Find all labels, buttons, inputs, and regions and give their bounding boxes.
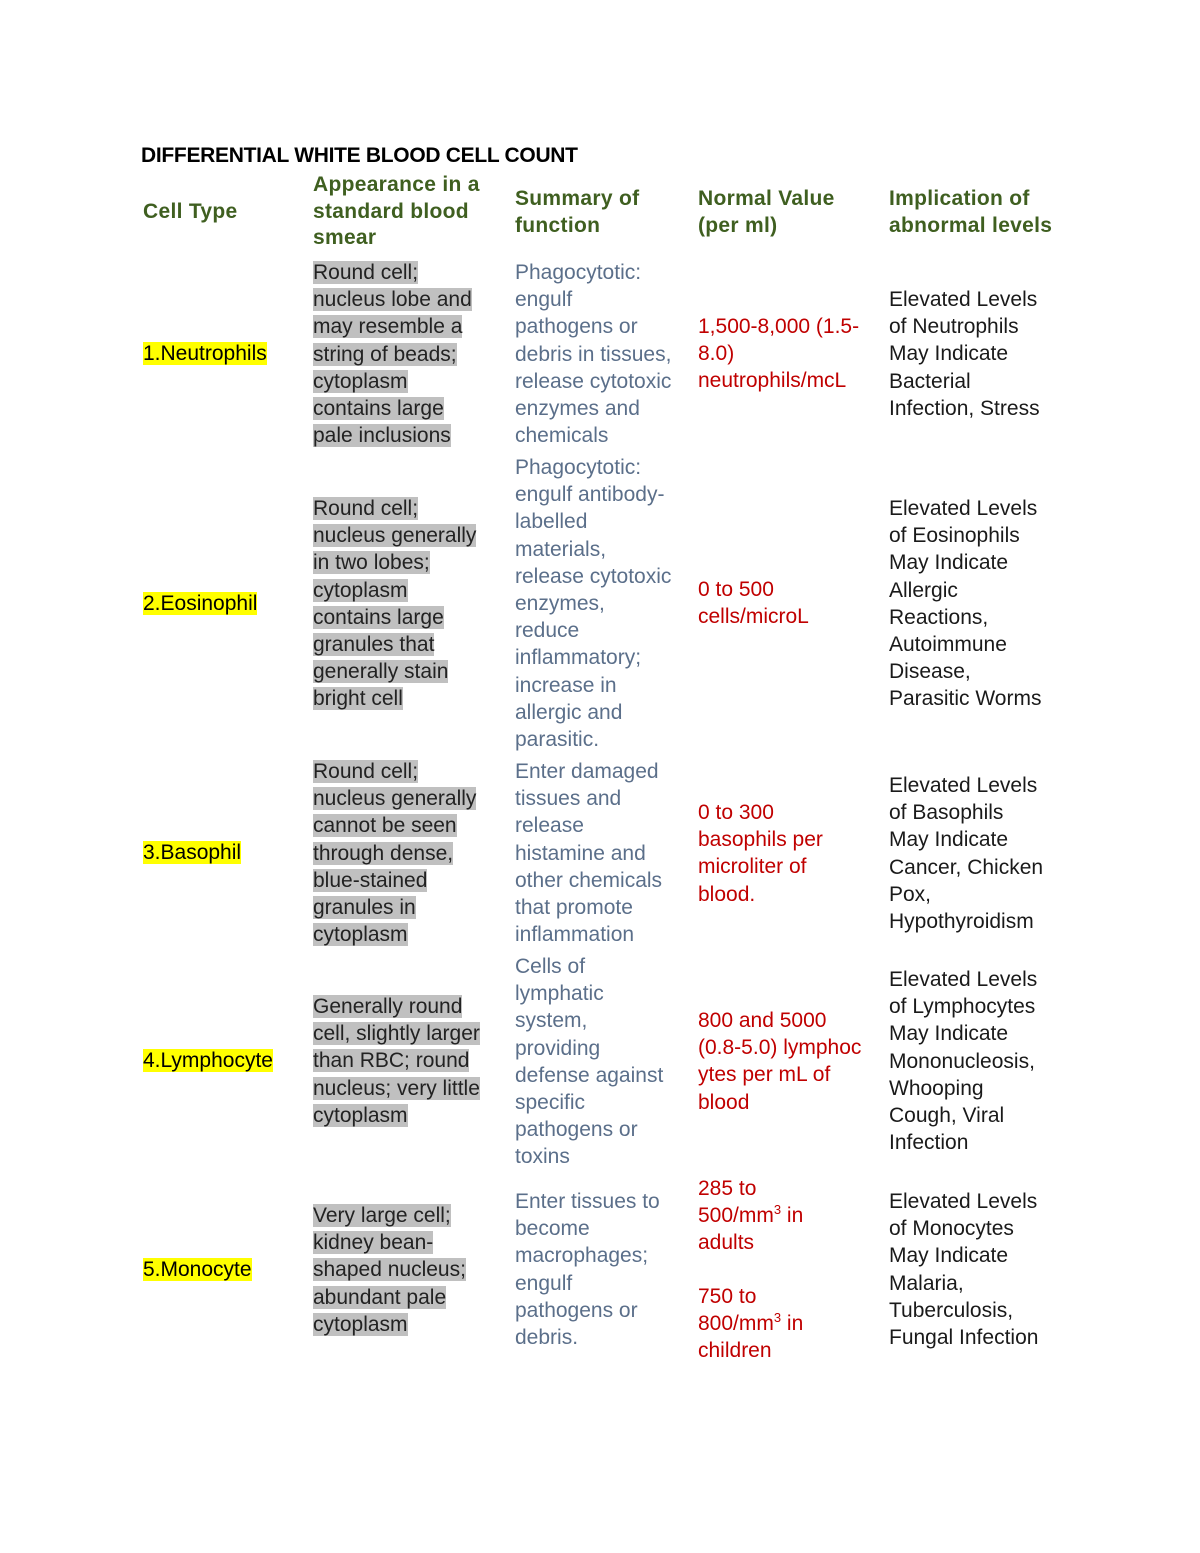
row-4-cell-type: [143, 1047, 273, 1074]
row-1-cell-type: [143, 340, 267, 367]
row-3-cell-type: [143, 839, 241, 866]
row-4-appearance: [313, 993, 513, 1129]
header-function: Summary of function: [515, 187, 640, 237]
row-1-implication: Elevated Levels of Neutrophils May Indicate Bacterial Infection, Stress: [889, 288, 1040, 420]
row-2-appearance: [313, 495, 513, 713]
row-3-appearance: [313, 758, 513, 948]
normal-children-text-a: 750 to 800/mm: [698, 1285, 774, 1336]
page-title: DIFFERENTIAL WHITE BLOOD CELL COUNT: [141, 144, 578, 167]
row-2-cell-type: [143, 590, 257, 617]
row-3-normal-value: 0 to 300 basophils per microliter of blood.: [698, 801, 823, 906]
row-4-normal-value: 800 and 5000 (0.8-5.0) lymphoc ytes per mL of blood: [698, 1009, 862, 1114]
superscript-3: 3: [773, 1202, 782, 1218]
row-5-cell-type: [143, 1256, 252, 1283]
row-5-normal-value-adults: [698, 1175, 888, 1257]
row-2-implication: Elevated Levels of Eosinophils May Indicate Allergic Reactions, Autoimmune Disease, Parasitic Worms: [889, 497, 1042, 711]
row-5-function: Enter tissues to become macrophages; engulf pathogens or debris.: [515, 1190, 660, 1350]
cell-type-highlight: 3.Basophil: [143, 841, 242, 864]
appearance-highlight: Round cell; nucleus generally cannot be seen through dense, blue-stained granules in cytoplasm: [313, 760, 477, 947]
header-cell-type: Cell Type: [143, 200, 238, 223]
row-2-normal-value: 0 to 500 cells/microL: [698, 578, 809, 629]
row-3-implication: Elevated Levels of Basophils May Indicate Cancer, Chicken Pox, Hypothyroidism: [889, 774, 1044, 934]
row-2-function: Phagocytotic: engulf antibody- labelled materials, release cytotoxic enzymes, reduce inflammatory; increase in allergic and parasitic.: [515, 456, 672, 752]
header-normal-value: Normal Value (per ml): [698, 187, 835, 237]
row-5-implication: Elevated Levels of Monocytes May Indicate Malaria, Tuberculosis, Fungal Infection: [889, 1190, 1039, 1350]
superscript-3: 3: [773, 1310, 782, 1326]
cell-type-highlight: 2.Eosinophil: [143, 592, 258, 615]
normal-children-text-b: in children: [698, 1312, 804, 1363]
row-1-normal-value: 1,500-8,000 (1.5- 8.0) neutrophils/mcL: [698, 315, 860, 393]
row-4-function: Cells of lymphatic system, providing defense against specific pathogens or toxins: [515, 955, 664, 1169]
cell-type-highlight: 4.Lymphocyte: [143, 1049, 273, 1072]
header-appearance: Appearance in a standard blood smear: [313, 173, 480, 249]
row-1-appearance: [313, 259, 513, 449]
appearance-highlight: Very large cell; kidney bean- shaped nucleus; abundant pale cytoplasm: [313, 1204, 466, 1336]
cell-type-highlight: 5.Monocyte: [143, 1258, 252, 1281]
row-5-appearance: [313, 1202, 513, 1338]
normal-adults-text-b: in adults: [698, 1204, 804, 1255]
appearance-highlight: Round cell; nucleus generally in two lobes; cytoplasm contains large granules that generally stain bright cell: [313, 497, 477, 711]
normal-adults-text-a: 285 to 500/mm: [698, 1177, 774, 1228]
row-1-function: Phagocytotic: engulf pathogens or debris in tissues, release cytotoxic enzymes and chemicals: [515, 261, 672, 448]
row-5-normal-value-children: [698, 1283, 888, 1365]
cell-type-highlight: 1.Neutrophils: [143, 342, 267, 365]
appearance-highlight: Round cell; nucleus lobe and may resemble a string of beads; cytoplasm contains large pale inclusions: [313, 261, 472, 448]
row-3-function: Enter damaged tissues and release histamine and other chemicals that promote inflammation: [515, 760, 663, 947]
appearance-highlight: Generally round cell, slightly larger than RBC; round nucleus; very little cytoplasm: [313, 995, 480, 1127]
row-4-implication: Elevated Levels of Lymphocytes May Indicate Mononucleosis, Whooping Cough, Viral Infection: [889, 968, 1038, 1155]
header-implication: Implication of abnormal levels: [889, 187, 1053, 237]
